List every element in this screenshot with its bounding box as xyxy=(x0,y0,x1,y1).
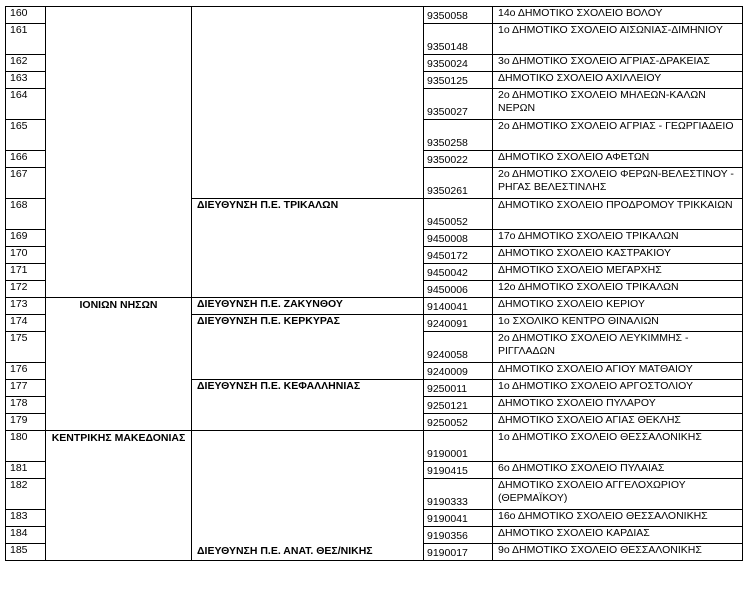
school-code: 9350261 xyxy=(424,168,493,199)
schools-table xyxy=(5,6,743,561)
school-code: 9190356 xyxy=(424,527,493,544)
directorate-zakynthos: ΔΙΕΥΘΥΝΣΗ Π.Ε. ΖΑΚΥΝΘΟΥ xyxy=(192,298,424,315)
region-cell-empty xyxy=(46,7,192,298)
school-name: 12ο ΔΗΜΟΤΙΚΟ ΣΧΟΛΕΙΟ ΤΡΙΚΑΛΩΝ xyxy=(493,281,743,298)
school-code: 9350024 xyxy=(424,55,493,72)
school-name: 1ο ΔΗΜΟΤΙΚΟ ΣΧΟΛΕΙΟ ΑΙΣΩΝΙΑΣ-ΔΙΜΗΝΙΟΥ xyxy=(493,24,743,55)
table-row xyxy=(6,431,743,462)
directorate-kerkyra: ΔΙΕΥΘΥΝΣΗ Π.Ε. ΚΕΡΚΥΡΑΣ xyxy=(192,315,424,380)
directorate-anat-thessaloniki: ΔΙΕΥΘΥΝΣΗ Π.Ε. ΑΝΑΤ. ΘΕΣ/ΝΙΚΗΣ xyxy=(192,431,424,561)
school-code: 9350258 xyxy=(424,120,493,151)
school-code: 9240058 xyxy=(424,332,493,363)
row-number: 163 xyxy=(6,72,46,89)
row-number: 169 xyxy=(6,230,46,247)
school-code: 9250052 xyxy=(424,414,493,431)
row-number: 167 xyxy=(6,168,46,199)
row-number: 176 xyxy=(6,363,46,380)
row-number: 164 xyxy=(6,89,46,120)
directorate-kefallinia: ΔΙΕΥΘΥΝΣΗ Π.Ε. ΚΕΦΑΛΛΗΝΙΑΣ xyxy=(192,380,424,431)
school-name: ΔΗΜΟΤΙΚΟ ΣΧΟΛΕΙΟ ΑΓΓΕΛΟΧΩΡΙΟΥ (ΘΕΡΜΑΪΚΟΥ) xyxy=(493,479,743,510)
directorate-cell-empty xyxy=(192,7,424,199)
school-code: 9350022 xyxy=(424,151,493,168)
row-number: 181 xyxy=(6,462,46,479)
school-name: 2ο ΔΗΜΟΤΙΚΟ ΣΧΟΛΕΙΟ ΦΕΡΩΝ-ΒΕΛΕΣΤΙΝΟΥ - ΡΗΓΑΣ ΒΕΛΕΣΤΙΝΛΗΣ xyxy=(493,168,743,199)
row-number: 173 xyxy=(6,298,46,315)
row-number: 182 xyxy=(6,479,46,510)
region-ionian: ΙΟΝΙΩΝ ΝΗΣΩΝ xyxy=(46,298,192,431)
row-number: 174 xyxy=(6,315,46,332)
school-code: 9450006 xyxy=(424,281,493,298)
school-code: 9450172 xyxy=(424,247,493,264)
school-code: 9250121 xyxy=(424,397,493,414)
school-name: ΔΗΜΟΤΙΚΟ ΣΧΟΛΕΙΟ ΑΓΙΟΥ ΜΑΤΘΑΙΟΥ xyxy=(493,363,743,380)
row-number: 179 xyxy=(6,414,46,431)
row-number: 178 xyxy=(6,397,46,414)
school-name: ΔΗΜΟΤΙΚΟ ΣΧΟΛΕΙΟ ΚΕΡΙΟΥ xyxy=(493,298,743,315)
row-number: 185 xyxy=(6,544,46,561)
school-name: 14ο ΔΗΜΟΤΙΚΟ ΣΧΟΛΕΙΟ ΒΟΛΟΥ xyxy=(493,7,743,24)
row-number: 175 xyxy=(6,332,46,363)
school-name: 2ο ΔΗΜΟΤΙΚΟ ΣΧΟΛΕΙΟ ΑΓΡΙΑΣ - ΓΕΩΡΓΙΑΔΕΙΟ xyxy=(493,120,743,151)
school-code: 9140041 xyxy=(424,298,493,315)
region-central-macedonia: ΚΕΝΤΡΙΚΗΣ ΜΑΚΕΔΟΝΙΑΣ xyxy=(46,431,192,561)
school-name: 3ο ΔΗΜΟΤΙΚΟ ΣΧΟΛΕΙΟ ΑΓΡΙΑΣ-ΔΡΑΚΕΙΑΣ xyxy=(493,55,743,72)
school-name: 1ο ΔΗΜΟΤΙΚΟ ΣΧΟΛΕΙΟ ΑΡΓΟΣΤΟΛΙΟΥ xyxy=(493,380,743,397)
school-name: ΔΗΜΟΤΙΚΟ ΣΧΟΛΕΙΟ ΑΦΕΤΩΝ xyxy=(493,151,743,168)
school-name: 9ο ΔΗΜΟΤΙΚΟ ΣΧΟΛΕΙΟ ΘΕΣΣΑΛΟΝΙΚΗΣ xyxy=(493,544,743,561)
school-code: 9190333 xyxy=(424,479,493,510)
school-name: 17ο ΔΗΜΟΤΙΚΟ ΣΧΟΛΕΙΟ ΤΡΙΚΑΛΩΝ xyxy=(493,230,743,247)
school-code: 9190001 xyxy=(424,431,493,462)
school-code: 9240091 xyxy=(424,315,493,332)
row-number: 172 xyxy=(6,281,46,298)
school-name: ΔΗΜΟΤΙΚΟ ΣΧΟΛΕΙΟ ΚΑΣΤΡΑΚΙΟΥ xyxy=(493,247,743,264)
school-code: 9450052 xyxy=(424,199,493,230)
school-code: 9190415 xyxy=(424,462,493,479)
school-name: 1ο ΔΗΜΟΤΙΚΟ ΣΧΟΛΕΙΟ ΘΕΣΣΑΛΟΝΙΚΗΣ xyxy=(493,431,743,462)
school-name: ΔΗΜΟΤΙΚΟ ΣΧΟΛΕΙΟ ΜΕΓΑΡΧΗΣ xyxy=(493,264,743,281)
school-code: 9350058 xyxy=(424,7,493,24)
school-name: 2ο ΔΗΜΟΤΙΚΟ ΣΧΟΛΕΙΟ ΜΗΛΕΩΝ-ΚΑΛΩΝ ΝΕΡΩΝ xyxy=(493,89,743,120)
row-number: 166 xyxy=(6,151,46,168)
directorate-trikala: ΔΙΕΥΘΥΝΣΗ Π.Ε. ΤΡΙΚΑΛΩΝ xyxy=(192,199,424,298)
row-number: 165 xyxy=(6,120,46,151)
table-row xyxy=(6,7,743,24)
school-name: ΔΗΜΟΤΙΚΟ ΣΧΟΛΕΙΟ ΚΑΡΔΙΑΣ xyxy=(493,527,743,544)
school-code: 9190041 xyxy=(424,510,493,527)
school-name: 2ο ΔΗΜΟΤΙΚΟ ΣΧΟΛΕΙΟ ΛΕΥΚΙΜΜΗΣ - ΡΙΓΓΛΑΔΩΝ xyxy=(493,332,743,363)
row-number: 177 xyxy=(6,380,46,397)
row-number: 161 xyxy=(6,24,46,55)
row-number: 171 xyxy=(6,264,46,281)
table-row xyxy=(6,298,743,315)
school-code: 9240009 xyxy=(424,363,493,380)
school-name: 16ο ΔΗΜΟΤΙΚΟ ΣΧΟΛΕΙΟ ΘΕΣΣΑΛΟΝΙΚΗΣ xyxy=(493,510,743,527)
row-number: 184 xyxy=(6,527,46,544)
school-code: 9450008 xyxy=(424,230,493,247)
school-code: 9350148 xyxy=(424,24,493,55)
school-code: 9450042 xyxy=(424,264,493,281)
school-name: 1ο ΣΧΟΛΙΚΟ ΚΕΝΤΡΟ ΘΙΝΑΛΙΩΝ xyxy=(493,315,743,332)
school-name: ΔΗΜΟΤΙΚΟ ΣΧΟΛΕΙΟ ΑΓΙΑΣ ΘΕΚΛΗΣ xyxy=(493,414,743,431)
row-number: 170 xyxy=(6,247,46,264)
row-number: 183 xyxy=(6,510,46,527)
row-number: 160 xyxy=(6,7,46,24)
school-name: ΔΗΜΟΤΙΚΟ ΣΧΟΛΕΙΟ ΑΧΙΛΛΕΙΟΥ xyxy=(493,72,743,89)
school-code: 9350027 xyxy=(424,89,493,120)
school-name: 6ο ΔΗΜΟΤΙΚΟ ΣΧΟΛΕΙΟ ΠΥΛΑΙΑΣ xyxy=(493,462,743,479)
row-number: 168 xyxy=(6,199,46,230)
row-number: 162 xyxy=(6,55,46,72)
school-name: ΔΗΜΟΤΙΚΟ ΣΧΟΛΕΙΟ ΠΡΟΔΡΟΜΟΥ ΤΡΙΚΚΑΙΩΝ xyxy=(493,199,743,230)
school-code: 9250011 xyxy=(424,380,493,397)
school-name: ΔΗΜΟΤΙΚΟ ΣΧΟΛΕΙΟ ΠΥΛΑΡΟΥ xyxy=(493,397,743,414)
row-number: 180 xyxy=(6,431,46,462)
school-code: 9190017 xyxy=(424,544,493,561)
school-code: 9350125 xyxy=(424,72,493,89)
